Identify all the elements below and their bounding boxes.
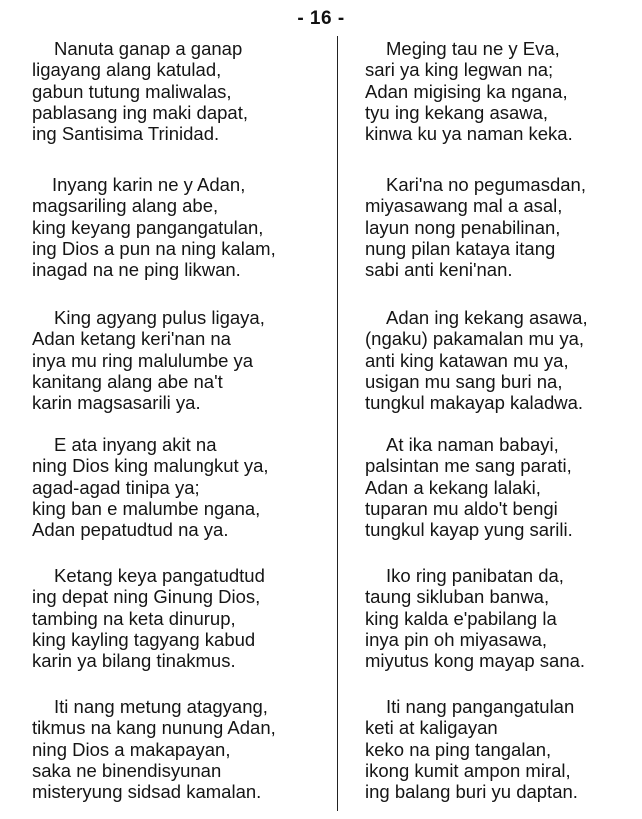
verse-line: (ngaku) pakamalan mu ya, [365, 328, 585, 350]
verse-line: usigan mu sang buri na, [365, 370, 563, 392]
verse-line: kinwa ku ya naman keka. [365, 123, 573, 145]
verse-line: ing Dios a pun na ning kalam, [32, 237, 276, 259]
verse-line: king ban e malumbe ngana, [32, 497, 261, 519]
stanza [340, 565, 640, 671]
column-divider [337, 36, 338, 811]
verse-line: ikong kumit ampon miral, [365, 759, 571, 781]
verse-line: ning Dios king malungkut ya, [32, 455, 269, 477]
verse-line: nung pilan kataya itang [365, 237, 556, 259]
verse-line: layun nong penabilinan, [365, 216, 561, 238]
verse-line: king kayling tagyang kabud [32, 628, 256, 650]
verse-line: E ata inyang akit na [54, 434, 217, 455]
verse-line: Iti nang metung atagyang, [54, 696, 268, 717]
verse-line: miyasawang mal a asal, [365, 195, 563, 217]
verse-line: agad-agad tinipa ya; [32, 476, 200, 498]
verse-line: karin magsasarili ya. [32, 392, 201, 414]
verse-line: Meging tau ne y Eva, [386, 38, 560, 59]
verse-line: king kalda e'pabilang la [365, 607, 557, 629]
stanza [340, 434, 640, 540]
verse-line: tyu ing kekang asawa, [365, 101, 549, 123]
verse-line: taung sikluban banwa, [365, 586, 550, 608]
verse-line: magsariling alang abe, [32, 195, 219, 217]
verse-line: tuparan mu aldo't bengi [365, 497, 558, 519]
verse-line: inagad na ne ping likwan. [32, 259, 241, 281]
verse-line: inya pin oh miyasawa, [365, 628, 548, 650]
verse-line: King agyang pulus ligaya, [54, 307, 265, 328]
verse-line: gabun tutung maliwalas, [32, 80, 232, 102]
verse-line: ing Santisima Trinidad. [32, 123, 220, 145]
verse-line: keti at kaligayan [365, 717, 498, 739]
verse-line: inya mu ring malulumbe ya [32, 349, 254, 371]
verse-line: anti king katawan mu ya, [365, 349, 569, 371]
verse-line: Adan ketang keri'nan na [32, 328, 231, 350]
verse-line: tikmus na kang nunung Adan, [32, 717, 276, 739]
stanza [0, 434, 300, 540]
stanza [0, 696, 300, 802]
verse-line: Adan ing kekang asawa, [386, 307, 588, 328]
verse-line: Nanuta ganap a ganap [54, 38, 243, 59]
verse-line: pablasang ing maki dapat, [32, 101, 248, 123]
verse-line: king keyang pangangatulan, [32, 216, 264, 238]
verse-line: miyutus kong mayap sana. [365, 650, 586, 672]
verse-line: saka ne binendisyunan [32, 759, 222, 781]
stanza [340, 174, 640, 280]
verse-line: kanitang alang abe na't [32, 370, 223, 392]
verse-line: Adan a kekang lalaki, [365, 476, 541, 498]
verse-line: Ketang keya pangatudtud [54, 565, 265, 586]
verse-line: Iti nang pangangatulan [386, 696, 575, 717]
verse-line: sabi anti keni'nan. [365, 259, 513, 281]
stanza [340, 38, 640, 144]
verse-line: tambing na keta dinurup, [32, 607, 236, 629]
verse-line: ing depat ning Ginung Dios, [32, 586, 261, 608]
verse-line: tungkul kayap yung sarili. [365, 519, 573, 541]
verse-line: karin ya bilang tinakmus. [32, 650, 236, 672]
verse-line: Adan migising ka ngana, [365, 80, 568, 102]
stanza [0, 307, 300, 413]
stanza [0, 174, 300, 280]
verse-line: ligayang alang katulad, [32, 59, 222, 81]
stanza [340, 696, 640, 802]
verse-line: Iko ring panibatan da, [386, 565, 564, 586]
stanza [340, 307, 640, 413]
verse-line: misteryung sidsad kamalan. [32, 781, 262, 803]
verse-line: ing balang buri yu daptan. [365, 781, 578, 803]
page-number: - 16 - [297, 8, 345, 29]
stanza [0, 565, 300, 671]
verse-line: palsintan me sang parati, [365, 455, 572, 477]
stanza [0, 38, 300, 144]
verse-line: tungkul makayap kaladwa. [365, 392, 584, 414]
verse-line: sari ya king legwan na; [365, 59, 554, 81]
verse-line: At ika naman babayi, [386, 434, 559, 455]
verse-line: ning Dios a makapayan, [32, 738, 231, 760]
verse-line: Kari'na no pegumasdan, [386, 174, 586, 195]
verse-line: Adan pepatudtud na ya. [32, 519, 229, 541]
verse-line: Inyang karin ne y Adan, [52, 174, 246, 195]
verse-line: keko na ping tangalan, [365, 738, 552, 760]
